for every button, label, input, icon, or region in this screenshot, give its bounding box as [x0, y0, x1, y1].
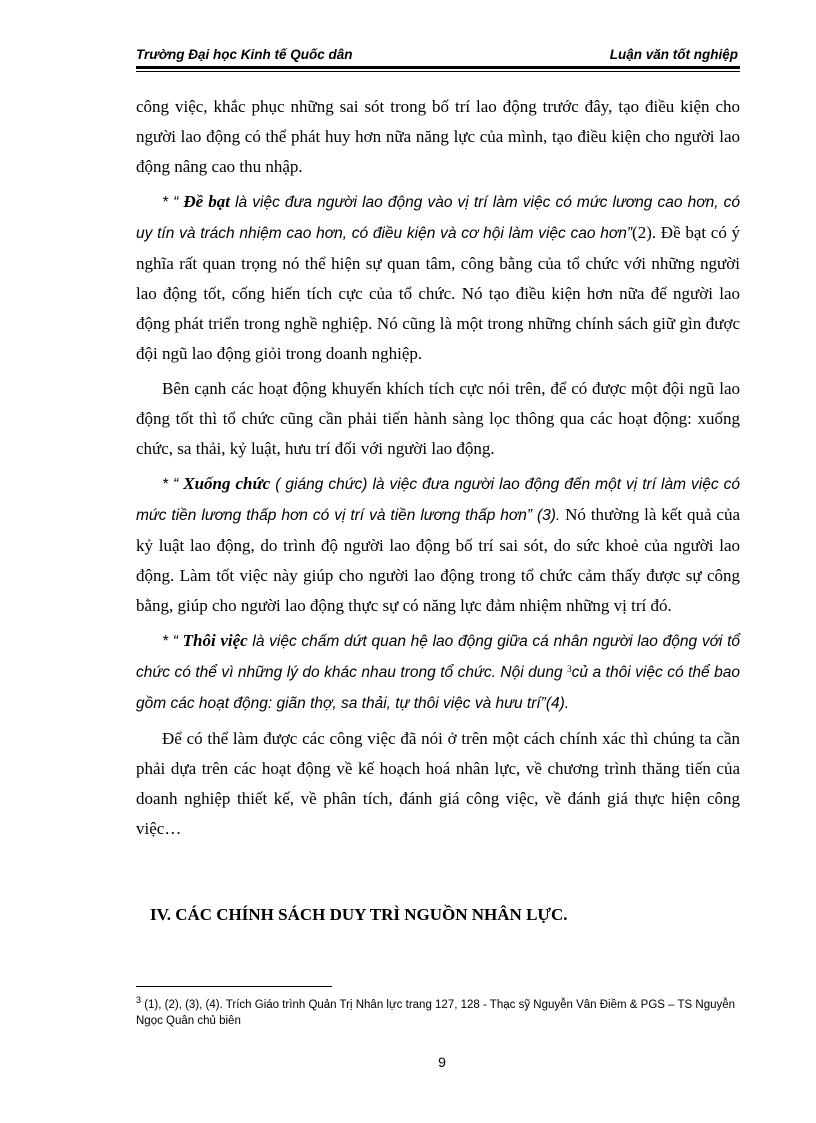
footnote-separator	[136, 986, 332, 987]
footnote-reference[interactable]: 3	[567, 664, 572, 674]
definition-thoi-viec-a: là việc chấm dứt quan hệ lao động giữa cá nhân người lao động với tổ chức có thể vì những lý do khác nhau trong tổ chức. Nội dung	[136, 633, 741, 681]
paragraph-thoi-viec	[136, 626, 740, 719]
term-de-bat: Đề bạt	[183, 192, 230, 211]
header-doc-type: Luận văn tốt nghiệp	[609, 47, 738, 62]
bullet-prefix: * “	[162, 633, 183, 650]
definition-de-bat: là việc đưa người lao động vào vị trí làm việc có mức lương cao hơn, có uy tín và trách nhiệm cao hơn, có điều kiện và cơ hội làm việc cao hơn”	[136, 194, 740, 242]
bullet-prefix: * “	[162, 476, 184, 493]
header-rule-thick	[136, 66, 740, 69]
footnote	[136, 997, 740, 1029]
paragraph-xuong-chuc-rest: Nó thường là kết quả của kỷ luật lao động, do trình độ người lao động bố trí sai sót, do sức khoẻ của người lao động. Làm tốt việc này giúp cho người lao động trong tổ chức cảm thấy được sự công bằng, giúp cho người lao động thực sự có năng lực đảm nhiệm những vị trí đó.	[136, 505, 740, 615]
paragraph-xuong-chuc	[136, 469, 740, 621]
paragraph-conclusion: Để có thể làm được các công việc đã nói ở trên một cách chính xác thì chúng ta cần phải dựa trên các hoạt động về kế hoạch hoá nhân lực, về chương trình thăng tiến của doanh nghiệp thiết kế, về phân tích, đánh giá công việc, về đánh giá thực hiện công việc…	[136, 729, 740, 838]
paragraph-de-bat-rest: (2). Đề bạt có ý nghĩa rất quan trọng nó thể hiện sự quan tâm, công bằng của tổ chức với những người lao động tốt, cống hiến tích cực của tổ chức. Nó tạo điều kiện hơn nữa để người lao động phát triển trong nghề nghiệp. Nó cũng là một trong những chính sách giữ gìn được đội ngũ lao động giỏi trong doanh nghiệp.	[136, 223, 741, 363]
definition-thoi-viec-b: củ a thôi việc có thể bao gồm các hoạt động: giãn thợ, sa thải, tự thôi việc và hưu trí”(4).	[136, 664, 740, 712]
body-text	[136, 92, 740, 844]
header-school-name: Trường Đại học Kinh tế Quốc dân	[136, 47, 353, 62]
section-heading: IV. CÁC CHÍNH SÁCH DUY TRÌ NGUỒN NHÂN LỰC.	[150, 905, 568, 924]
definition-xuong-chuc: ( giáng chức) là việc đưa người lao động đến một vị trí làm việc có mức tiền lương thấp hơn có vị trí và tiền lương thấp hơn” (3).	[136, 476, 740, 524]
footnote-text: (1), (2), (3), (4). Trích Giáo trình Quản Trị Nhân lực trang 127, 128 - Thạc sỹ Nguyễn Vân Điềm & PGS – TS Nguyễn Ngọc Quân chủ biên	[136, 999, 736, 1027]
term-xuong-chuc: Xuống chức	[183, 474, 271, 493]
paragraph-de-bat	[136, 187, 740, 369]
footnote-mark: 3	[136, 995, 142, 1005]
paragraph-continued: công việc, khắc phục những sai sót trong bố trí lao động trước đây, tạo điều kiện cho người lao động có thể phát huy hơn nữa năng lực của mình, tạo điều kiện cho người lao động nâng cao thu nhập.	[136, 97, 740, 176]
running-header	[136, 47, 740, 67]
header-rule-thin	[136, 71, 740, 72]
paragraph-sang-loc: Bên cạnh các hoạt động khuyến khích tích cực nói trên, để có được một đội ngũ lao động tốt thì tổ chức cũng cần phải tiến hành sàng lọc thông qua các hoạt động: xuống chức, sa thải, kỷ luật, hưu trí đối với người lao động.	[136, 379, 740, 458]
term-thoi-viec: Thôi việc	[182, 631, 248, 650]
page-number: 9	[438, 1054, 446, 1070]
bullet-prefix: * “	[162, 194, 184, 211]
